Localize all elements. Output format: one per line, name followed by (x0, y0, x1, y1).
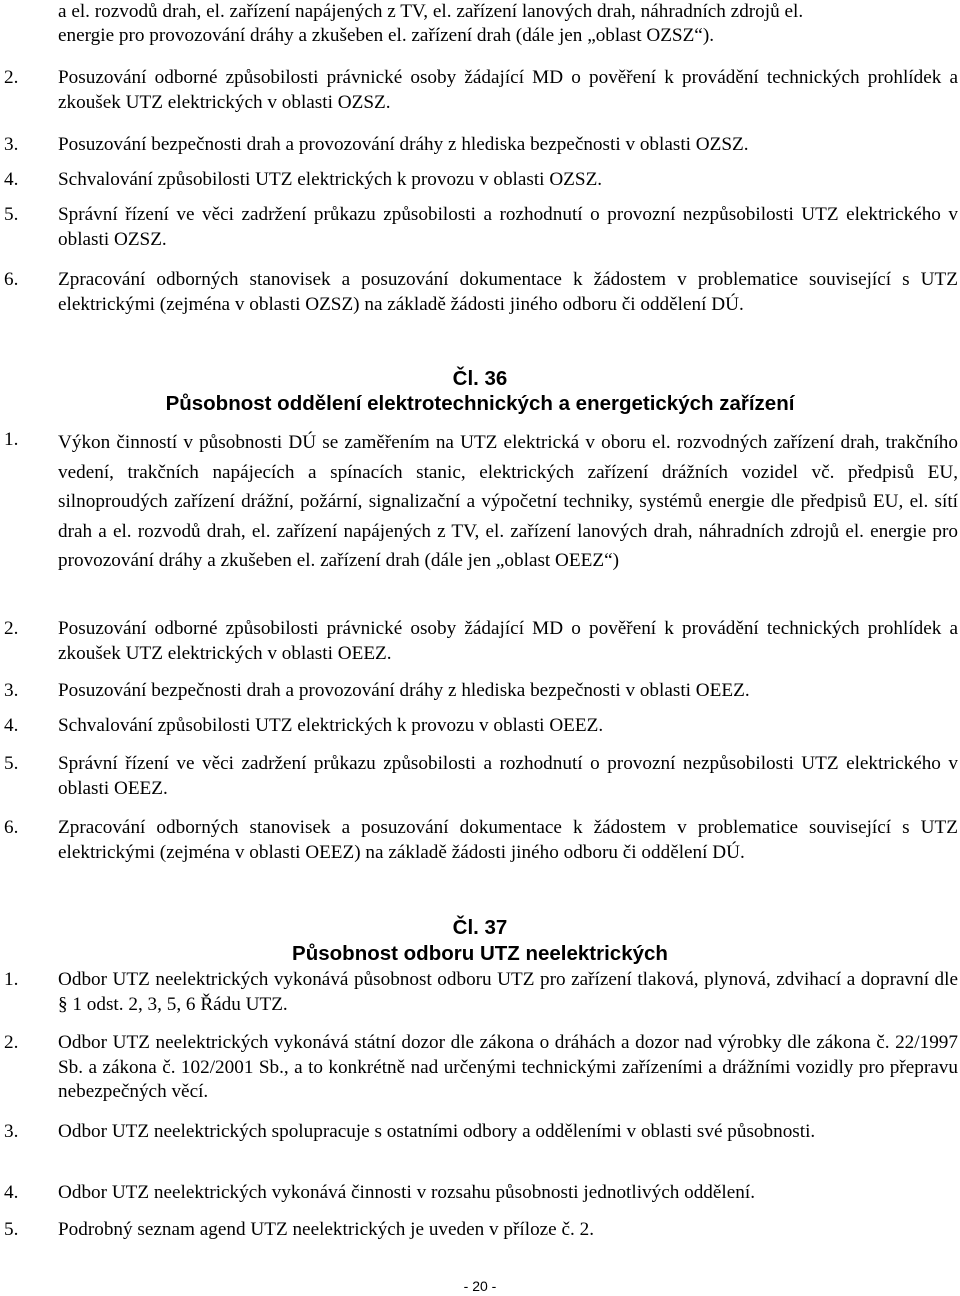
item-text: Zpracování odborných stanovisek a posuzování dokumentace k žádostem v problematice související s UTZ elektrickými (zejména v oblasti OZSZ) na základě žádosti jiného odboru či oddělení DÚ. (58, 269, 958, 315)
item-number: 3. (4, 1121, 19, 1142)
item-number: 5. (4, 753, 19, 774)
item-number: 5. (4, 1219, 19, 1240)
item-text: Zpracování odborných stanovisek a posuzování dokumentace k žádostem v problematice související s UTZ elektrickými (zejména v oblasti OEEZ) na základě žádosti jiného odboru či oddělení DÚ. (58, 817, 958, 863)
item-text: Odbor UTZ neelektrických vykonává činnosti v rozsahu působnosti jednotlivých oddělení. (58, 1182, 755, 1203)
continuation-line-2: energie pro provozování dráhy a zkušeben el. zařízení drah (dále jen „oblast OZSZ“). (58, 25, 715, 46)
article-37-number: Čl. 37 (452, 916, 508, 939)
continuation-line-1: a el. rozvodů drah, el. zařízení napájených z TV, el. zařízení lanových drah, náhradních zdrojů el. (58, 1, 804, 22)
item-number: 1. (4, 969, 19, 990)
item-number: 2. (4, 67, 19, 88)
article-36-number: Čl. 36 (452, 367, 508, 390)
item-number: 2. (4, 1032, 19, 1053)
item-number: 4. (4, 715, 19, 736)
item-number: 6. (4, 269, 19, 290)
item-number: 5. (4, 204, 19, 225)
item-number: 1. (4, 429, 19, 450)
item-text: Správní řízení ve věci zadržení průkazu způsobilosti a rozhodnutí o provozní nezpůsobilosti UTZ elektrického v oblasti OZSZ. (58, 204, 958, 250)
article-36-title: Působnost oddělení elektrotechnických a energetických zařízení (165, 392, 795, 415)
item-text: Schvalování způsobilosti UTZ elektrických k provozu v oblasti OEEZ. (58, 715, 604, 736)
item-text: Posuzování odborné způsobilosti právnické osoby žádající MD o pověření k provádění technických prohlídek a zkoušek UTZ elektrických v oblasti OEEZ. (58, 618, 958, 664)
item-text: Odbor UTZ neelektrických spolupracuje s ostatními odbory a odděleními v oblasti své působnosti. (58, 1121, 816, 1142)
item-text: Odbor UTZ neelektrických vykonává státní dozor dle zákona o dráhách a dozor nad výrobky dle zákona č. 22/1997 Sb. a zákona č. 102/2001 Sb., a to konkrétně nad určenými technickými zařízeními a drážními vozidly pro přepravu nebezpečných věcí. (58, 1032, 958, 1103)
item-text: Správní řízení ve věci zadržení průkazu způsobilosti a rozhodnutí o provozní nezpůsobilosti UTZ elektrického v oblasti OEEZ. (58, 753, 958, 799)
item-text: Posuzování bezpečnosti drah a provozování dráhy z hlediska bezpečnosti v oblasti OZSZ. (58, 134, 749, 155)
item-text: Výkon činností v působnosti DÚ se zaměřením na UTZ elektrická v oboru el. rozvodných zařízení drah, trakčního vedení, trakčních napájecích a spínacích stanic, elektrických zařízení drážních vozidel vč. předpisů EU, silnoproudých zařízení drážní, požární, signalizační a výpočetní techniky, systémů energie dle předpisů EU, el. sítí drah a el. rozvodů drah, el. zařízení napájených z TV, el. zařízení lanových drah, náhradních zdrojů el. energie pro provozování dráhy a zkušeben el. zařízení drah (dále jen „oblast OEEZ“) (58, 432, 958, 571)
item-number: 4. (4, 169, 19, 190)
article-37-title: Působnost odboru UTZ neelektrických (292, 942, 668, 965)
item-text: Posuzování bezpečnosti drah a provozování dráhy z hlediska bezpečnosti v oblasti OEEZ. (58, 680, 750, 701)
item-text: Schvalování způsobilosti UTZ elektrických k provozu v oblasti OZSZ. (58, 169, 603, 190)
item-number: 2. (4, 618, 19, 639)
item-text: Posuzování odborné způsobilosti právnické osoby žádající MD o pověření k provádění technických prohlídek a zkoušek UTZ elektrických v oblasti OZSZ. (58, 67, 958, 113)
item-number: 3. (4, 680, 19, 701)
page-number: - 20 - (463, 1278, 497, 1294)
item-number: 3. (4, 134, 19, 155)
item-number: 6. (4, 817, 19, 838)
item-number: 4. (4, 1182, 19, 1203)
item-text: Odbor UTZ neelektrických vykonává působnost odboru UTZ pro zařízení tlaková, plynová, zdvihací a dopravní dle § 1 odst. 2, 3, 5, 6 Řádu UTZ. (58, 969, 958, 1015)
item-text: Podrobný seznam agend UTZ neelektrických je uveden v příloze č. 2. (58, 1219, 594, 1240)
